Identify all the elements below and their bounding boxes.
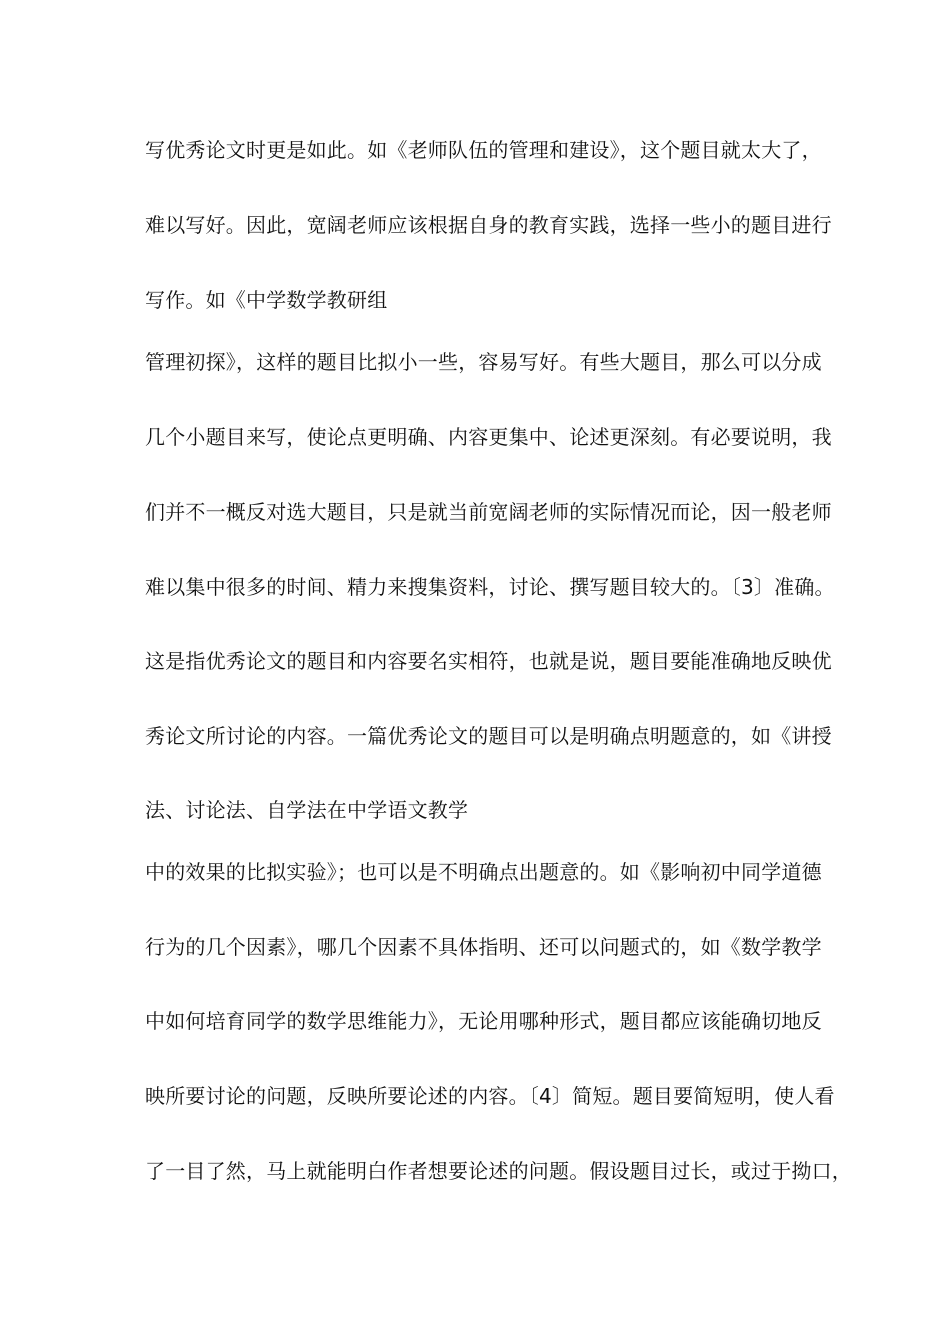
text-line: 法、讨论法、自学法在中学语文教学 (145, 798, 469, 822)
text-line: 写优秀论文时更是如此。如《老师队伍的管理和建设》，这个题目就太大了， (145, 138, 822, 162)
text-line: 几个小题目来写，使论点更明确、内容更集中、论述更深刻。有必要说明，我 (145, 425, 832, 449)
text-line: 映所要讨论的问题，反映所要论述的内容。〔4〕简短。题目要简短明，使人看 (145, 1084, 835, 1108)
text-line: 了一目了然，马上就能明白作者想要论述的问题。假设题目过长，或过于拗口， (145, 1159, 852, 1183)
text-line: 秀论文所讨论的内容。一篇优秀论文的题目可以是明确点明题意的，如《讲授 (145, 724, 832, 748)
text-line: 难以集中很多的时间、精力来搜集资料，讨论、撰写题目较大的。〔3〕准确。 (145, 575, 835, 599)
text-line: 中如何培育同学的数学思维能力》，无论用哪种形式，题目都应该能确切地反 (145, 1009, 822, 1033)
text-line: 这是指优秀论文的题目和内容要名实相符，也就是说，题目要能准确地反映优 (145, 649, 832, 673)
text-line: 管理初探》，这样的题目比拟小一些，容易写好。有些大题目，那么可以分成 (145, 350, 822, 374)
text-line: 行为的几个因素》，哪几个因素不具体指明、还可以问题式的，如《数学教学 (145, 935, 822, 959)
text-line: 难以写好。因此，宽阔老师应该根据自身的教育实践，选择一些小的题目进行 (145, 213, 832, 237)
text-line: 写作。如《中学数学教研组 (145, 288, 388, 312)
text-line: 中的效果的比拟实验》；也可以是不明确点出题意的。如《影响初中同学道德 (145, 860, 822, 884)
text-line: 们并不一概反对选大题目，只是就当前宽阔老师的实际情况而论，因一般老师 (145, 500, 832, 524)
